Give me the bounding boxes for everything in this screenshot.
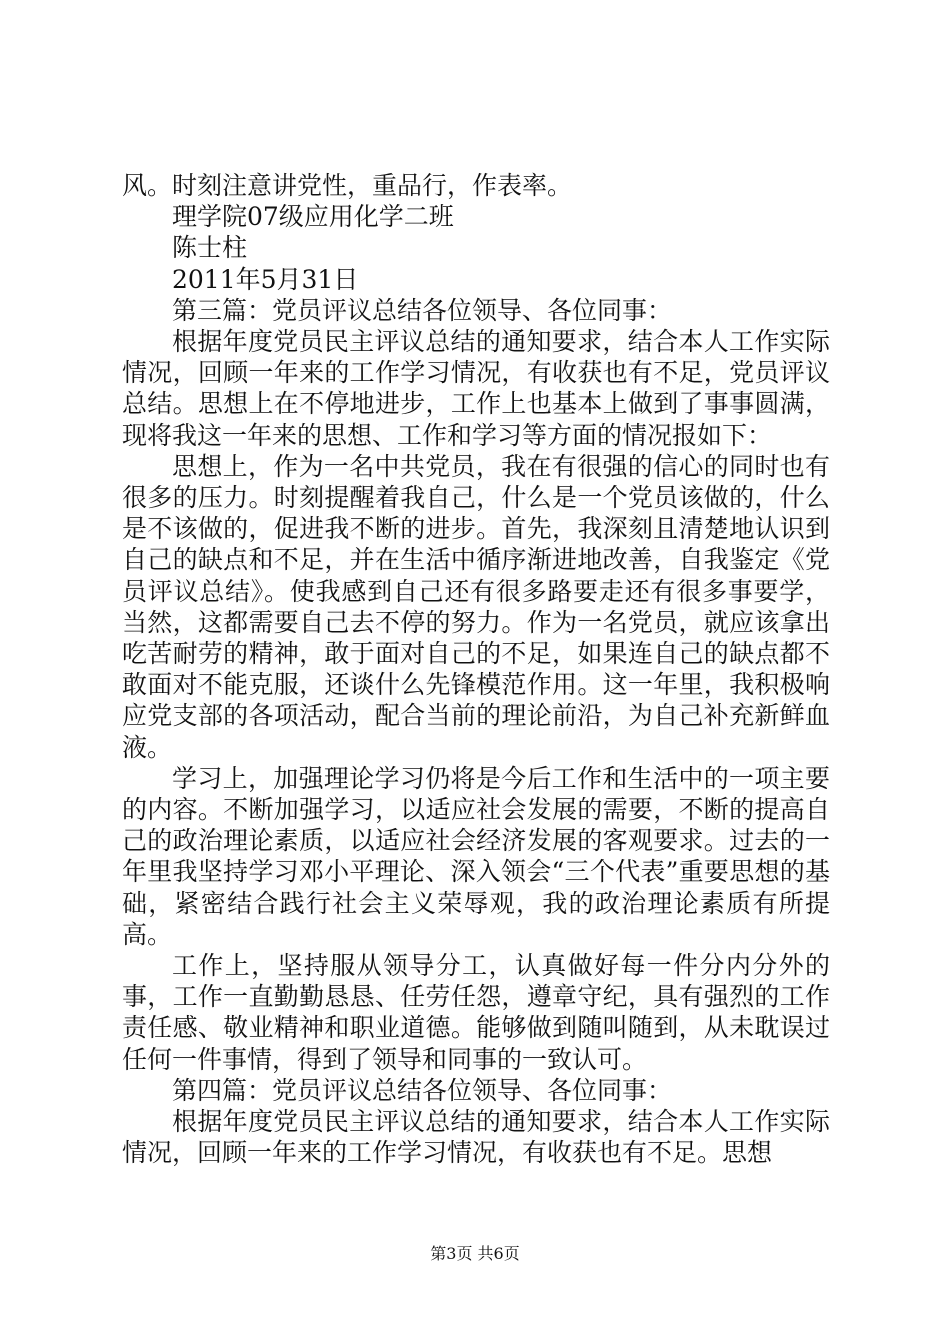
document-body <box>122 170 830 1169</box>
body-paragraph: 第四篇：党员评议总结各位领导、各位同事： <box>172 1075 673 1105</box>
body-paragraph: 根据年度党员民主评议总结的通知要求，结合本人工作实际情况，回顾一年来的工作学习情况，有收获也有不足，党员评议总结。思想上在不停地进步，工作上也基本上做到了事事圆满，现将我这一年来的思想、工作和学习等方面的情况报如下： <box>122 327 830 450</box>
page-number-footer: 第3页 共6页 <box>430 1244 520 1263</box>
body-paragraph: 第三篇：党员评议总结各位领导、各位同事： <box>172 295 673 325</box>
body-paragraph: 风。时刻注意讲党性，重品行，作表率。 <box>122 171 573 200</box>
body-paragraph: 理学院07级应用化学二班 <box>172 202 454 232</box>
body-paragraph: 根据年度党员民主评议总结的通知要求，结合本人工作实际情况，回顾一年来的工作学习情况，有收获也有不足。思想 <box>122 1107 830 1168</box>
body-paragraph: 工作上，坚持服从领导分工，认真做好每一件分内分外的事，工作一直勤勤恳恳、任劳任怨，遵章守纪，具有强烈的工作责任感、敬业精神和职业道德。能够做到随叫随到，从未耽误过任何一件事情，得到了领导和同事的一致认可。 <box>122 951 830 1074</box>
body-paragraph: 2011年5月31日 <box>172 264 359 294</box>
body-paragraph: 学习上，加强理论学习仍将是今后工作和生活中的一项主要的内容。不断加强学习，以适应社会发展的需要，不断的提高自己的政治理论素质，以适应社会经济发展的客观要求。过去的一年里我坚持学习邓小平理论、深入领会“三个代表”重要思想的基础，紧密结合践行社会主义荣辱观，我的政治理论素质有所提高。 <box>122 763 830 949</box>
body-paragraph: 陈士柱 <box>172 233 248 263</box>
body-paragraph: 思想上，作为一名中共党员，我在有很强的信心的同时也有很多的压力。时刻提醒着我自己，什么是一个党员该做的，什么是不该做的，促进我不断的进步。首先，我深刻且清楚地认识到自己的缺点和不足，并在生活中循序渐进地改善，自我鉴定《党员评议总结》。使我感到自己还有很多路要走还有很多事要学，当然，这都需要自己去不停的努力。作为一名党员，就应该拿出吃苦耐劳的精神，敢于面对自己的不足，如果连自己的缺点都不敢面对不能克服，还谈什么先锋模范作用。这一年里，我积极响应党支部的各项活动，配合当前的理论前沿，为自己补充新鲜血液。 <box>122 451 830 762</box>
